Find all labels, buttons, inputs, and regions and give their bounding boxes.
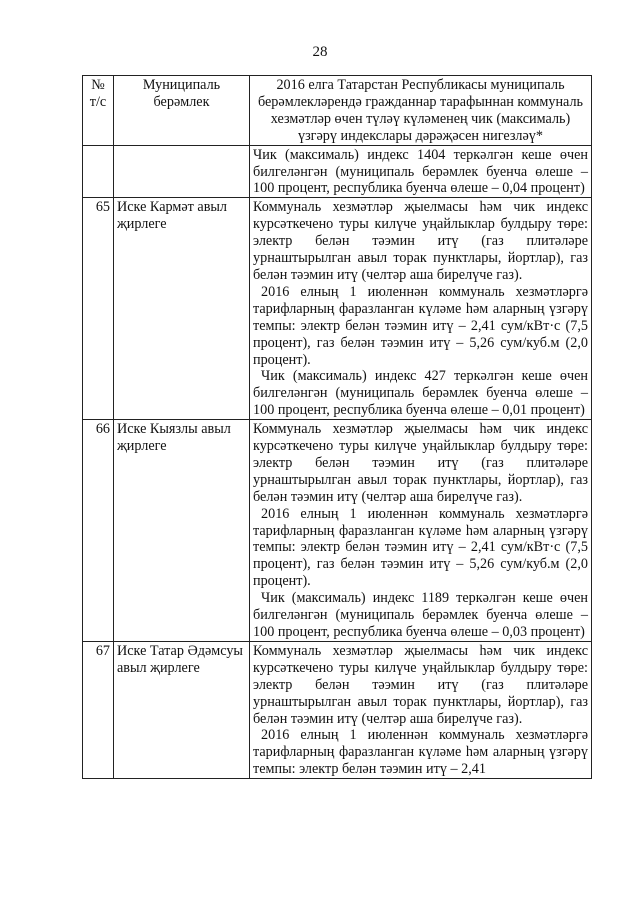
table-row-65: [83, 198, 592, 420]
table-row-continuation: [83, 145, 592, 198]
limit-index-text: Чик (максималь) индекс 1404 теркәлгән кеше өчен билгеләнгән (муниципаль берәмлек буенча өлеше – 100 процент, республика буенча өлеше – 0,04 процент): [253, 146, 588, 197]
tariffs-text: 2016 елның 1 июленнән коммуналь хезмәтләргә тарифларның фаразланган күләме һәм аларның үзгәрү темпы: электр белән тәэмин итү – 2,41: [253, 727, 588, 778]
row-number: [83, 145, 114, 198]
table-header-row: [83, 76, 592, 146]
header-municipality: Муниципаль берәмлек: [114, 76, 250, 146]
row-description: [250, 420, 592, 642]
row-number: 65: [83, 198, 114, 420]
header-description: 2016 елга Татарстан Республикасы муниципаль берәмлекләрендә гражданнар тарафыннан коммуналь хезмәтләр өчен түләү күләменең чик (максималь) үзгәрү индекслары дәрәҗәсен нигезләү*: [250, 76, 592, 146]
page-number: 28: [312, 44, 328, 60]
row-number: 66: [83, 420, 114, 642]
table-row-66: [83, 420, 592, 642]
row-description: [250, 198, 592, 420]
table-row-67: [83, 641, 592, 778]
tariffs-text: 2016 елның 1 июленнән коммуналь хезмәтләргә тарифларның фаразланган күләме һәм аларның үзгәрү темпы: электр белән тәэмин итү – 2,41 сум/кВт·с (7,5 процент), газ белән тәэмин итү – 5,26 сум/куб.м (2,0 процент).: [253, 505, 588, 590]
document-table: [82, 75, 592, 779]
row-description: [250, 641, 592, 778]
row-municipality: Иске Кармәт авыл җирлеге: [114, 198, 250, 420]
tariffs-text: 2016 елның 1 июленнән коммуналь хезмәтләргә тарифларның фаразланган күләме һәм аларның үзгәрү темпы: электр белән тәэмин итү – 2,41 сум/кВт·с (7,5 процент), газ белән тәэмин итү – 5,26 сум/куб.м (2,0 процент).: [253, 283, 588, 368]
header-number: № т/с: [83, 76, 114, 146]
limit-index-text: Чик (максималь) индекс 427 теркәлгән кеше өчен билгеләнгән (муниципаль берәмлек буенча өлеше – 100 процент, республика буенча өлеше – 0,01 процент): [253, 368, 588, 419]
services-text: Коммуналь хезмәтләр җыелмасы һәм чик индекс курсәткечено туры килүче уңайлыклар булдыру төре: электр белән тәэмин итү (газ плитәләре урнаштырылган авыл торак пунктлары, йортлар), газ белән тәэмин итү (челтәр аша бирелүче газ).: [253, 199, 588, 283]
row-municipality: Иске Татар Әдәмсуы авыл җирлеге: [114, 641, 250, 778]
row-description: [250, 145, 592, 198]
services-text: Коммуналь хезмәтләр җыелмасы һәм чик индекс курсәткечено туры килүче уңайлыклар булдыру төре: электр белән тәэмин итү (газ плитәләре урнаштырылган авыл торак пунктлары, йортлар), газ белән тәэмин итү (челтәр аша бирелүче газ).: [253, 421, 588, 505]
row-municipality: Иске Кыязлы авыл җирлеге: [114, 420, 250, 642]
limit-index-text: Чик (максималь) индекс 1189 теркәлгән кеше өчен билгеләнгән (муниципаль берәмлек буенча өлеше – 100 процент, республика буенча өлеше – 0,03 процент): [253, 590, 588, 640]
services-text: Коммуналь хезмәтләр җыелмасы һәм чик индекс курсәткечено туры килүче уңайлыклар булдыру төре: электр белән тәэмин итү (газ плитәләре урнаштырылган авыл торак пунктлары, йортлар), газ белән тәэмин итү (челтәр аша бирелүче газ).: [253, 642, 588, 727]
row-number: 67: [83, 641, 114, 778]
row-municipality: [114, 145, 250, 198]
